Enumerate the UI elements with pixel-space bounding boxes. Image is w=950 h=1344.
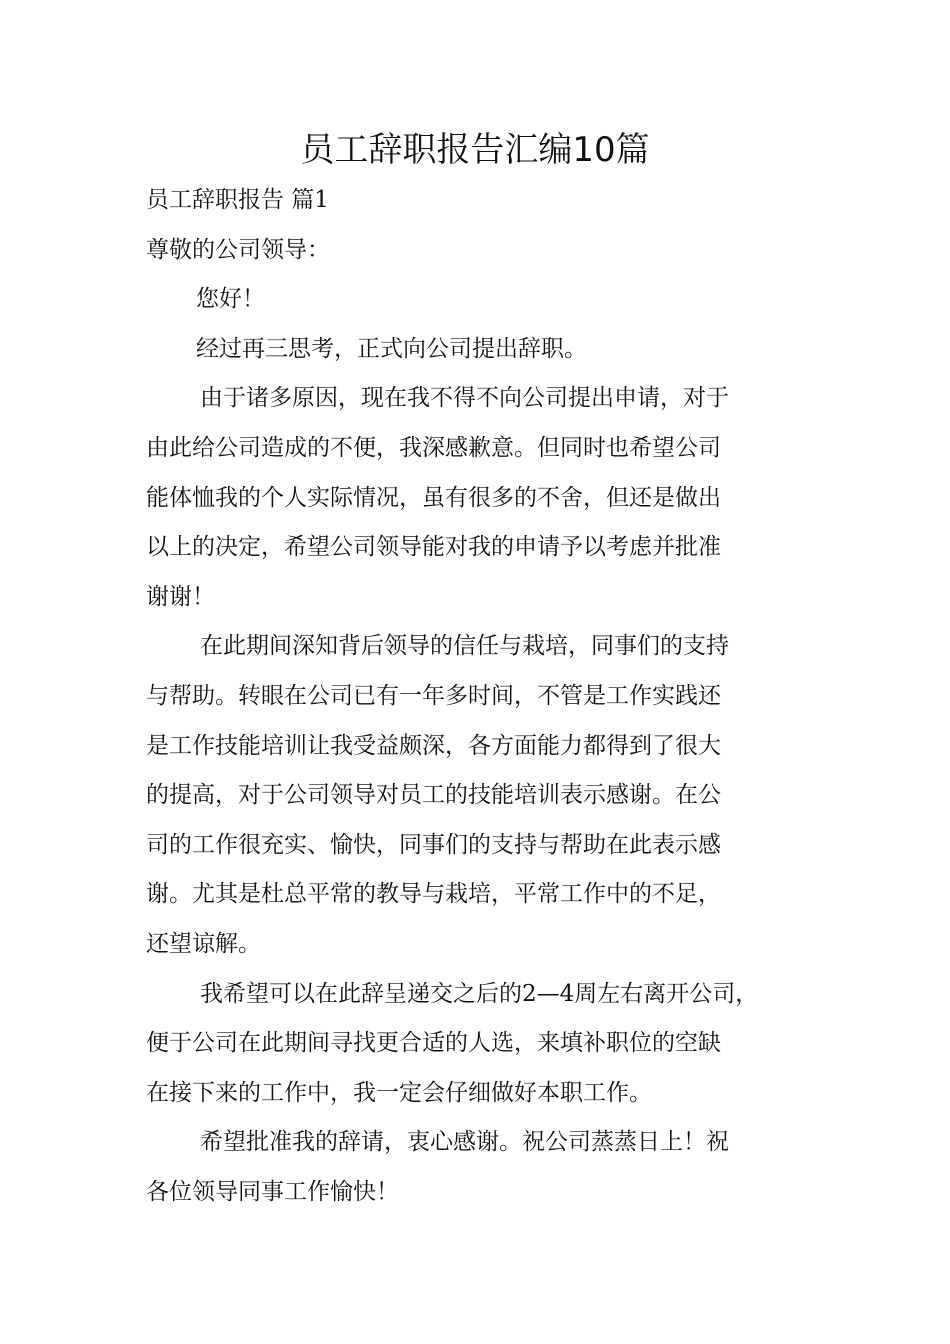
- paragraph-line: 能体恤我的个人实际情况，虽有很多的不舍，但还是做出: [146, 484, 721, 511]
- paragraph-line: 我希望可以在此辞呈递交之后的2—4周左右离开公司，: [200, 980, 759, 1007]
- document-title: 员工辞职报告汇编10篇: [300, 130, 650, 170]
- paragraph-line: 在接下来的工作中，我一定会仔细做好本职工作。: [146, 1079, 652, 1106]
- paragraph-2: [146, 374, 811, 622]
- paragraph-line: 在此期间深知背后领导的信任与栽培，同事们的支持: [200, 633, 729, 660]
- paragraph-line: 各位领导同事工作愉快！: [146, 1178, 399, 1205]
- salutation: 尊敬的公司领导：: [146, 236, 330, 263]
- paragraph-line: 谢谢！: [146, 583, 215, 610]
- paragraph-line: 还望谅解。: [146, 930, 261, 957]
- paragraph-5: [146, 1118, 811, 1217]
- paragraph-line: 希望批准我的辞请，衷心感谢。祝公司蒸蒸日上！祝: [200, 1129, 729, 1156]
- paragraph-line: 是工作技能培训让我受益颇深，各方面能力都得到了很大: [146, 732, 721, 759]
- paragraph-line: 以上的决定，希望公司领导能对我的申请予以考虑并批准: [146, 534, 721, 561]
- paragraph-line: 谢。尤其是杜总平常的教导与栽培，平常工作中的不足，: [146, 881, 721, 908]
- paragraph-line: 的提高，对于公司领导对员工的技能培训表示感谢。在公: [146, 782, 721, 809]
- paragraph-line: 便于公司在此期间寻找更合适的人选，来填补职位的空缺: [146, 1030, 721, 1057]
- paragraph-line: 由此给公司造成的不便，我深感歉意。但同时也希望公司: [146, 434, 721, 461]
- paragraph-3: [146, 622, 811, 969]
- document-body: [146, 176, 811, 1217]
- paragraph-line: 司的工作很充实、愉快，同事们的支持与帮助在此表示感: [146, 831, 721, 858]
- paragraph-line: 与帮助。转眼在公司已有一年多时间，不管是工作实践还: [146, 682, 721, 709]
- paragraph-line: 由于诸多原因，现在我不得不向公司提出申请，对于: [200, 385, 729, 412]
- paragraph-4: [146, 970, 811, 1119]
- paragraph-1: 经过再三思考，正式向公司提出辞职。: [196, 335, 587, 362]
- greeting: 您好！: [196, 286, 265, 313]
- section-heading: 员工辞职报告 篇1: [146, 187, 329, 213]
